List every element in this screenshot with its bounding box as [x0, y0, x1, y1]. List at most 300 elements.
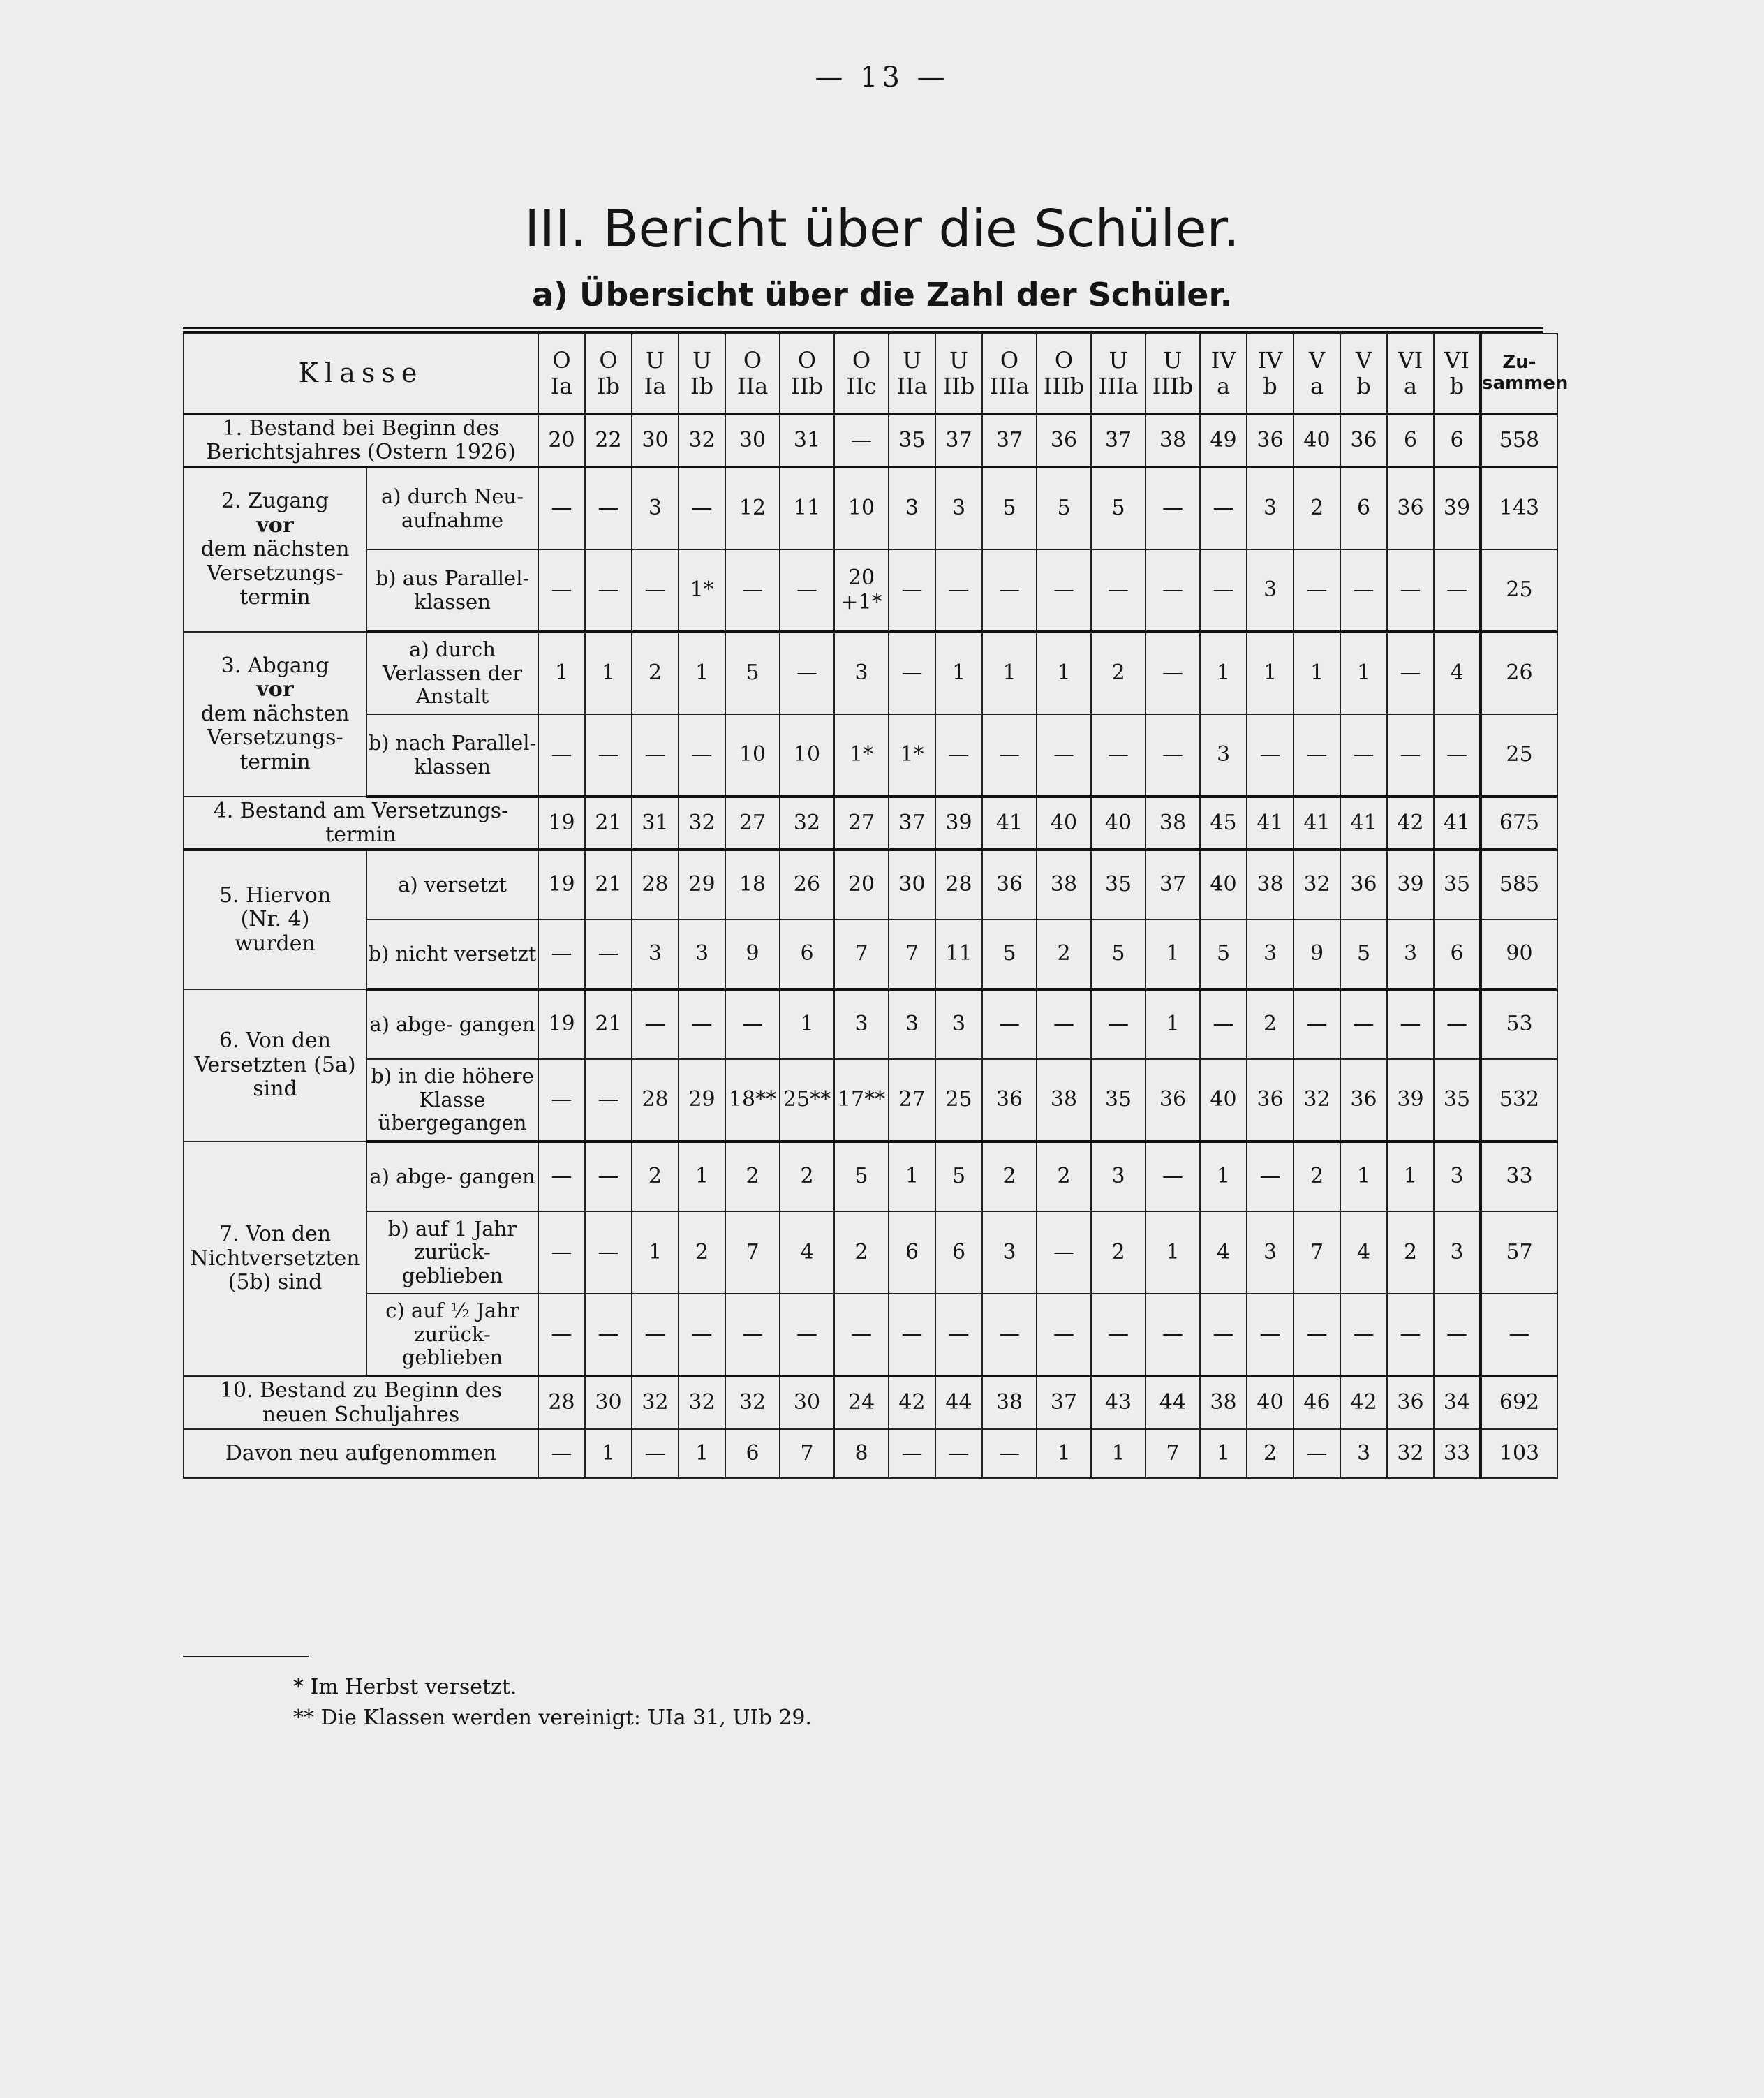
value-cell: —: [1091, 1294, 1146, 1376]
value-cell: 2: [1247, 1429, 1294, 1478]
value-cell: 41: [1434, 797, 1481, 850]
value-cell: 2: [1037, 1142, 1091, 1211]
class-column-header: [538, 334, 585, 414]
class-header-top: U: [1163, 347, 1183, 374]
value-cell: —: [889, 1294, 935, 1376]
value-cell: 3: [632, 467, 679, 549]
value-cell: 38: [1146, 797, 1200, 850]
value-cell: 30: [632, 414, 679, 467]
value-cell: 45: [1200, 797, 1247, 850]
value-cell: —: [935, 1294, 982, 1376]
value-cell: 20 +1*: [834, 549, 889, 632]
class-header-top: O: [852, 347, 871, 374]
row-label-nichtversetzte: [184, 1142, 366, 1376]
value-cell: 28: [935, 850, 982, 919]
value-cell: 44: [1146, 1376, 1200, 1429]
value-cell: 2: [982, 1142, 1037, 1211]
value-cell: —: [1146, 467, 1200, 549]
value-cell: 32: [1294, 850, 1340, 919]
value-cell: 19: [538, 850, 585, 919]
value-cell: —: [889, 632, 935, 714]
value-cell: 18**: [725, 1059, 780, 1142]
total-cell: —: [1481, 1294, 1557, 1376]
student-statistics-table: [183, 333, 1569, 1479]
value-cell: —: [1091, 714, 1146, 797]
value-cell: 1: [1091, 1429, 1146, 1478]
class-column-header: [725, 334, 780, 414]
value-cell: —: [679, 1294, 725, 1376]
value-cell: —: [1146, 1294, 1200, 1376]
value-cell: 3: [632, 919, 679, 989]
value-cell: 37: [982, 414, 1037, 467]
value-cell: 1*: [889, 714, 935, 797]
group-label-line: Versetzungs-: [207, 561, 343, 586]
value-cell: —: [1294, 1429, 1340, 1478]
value-cell: 1: [1247, 632, 1294, 714]
footnote-rule: [183, 1656, 309, 1657]
total-cell: 532: [1481, 1059, 1557, 1142]
value-cell: —: [1091, 989, 1146, 1059]
value-cell: 21: [585, 797, 632, 850]
value-cell: 7: [1146, 1429, 1200, 1478]
value-cell: —: [585, 919, 632, 989]
value-cell: —: [585, 714, 632, 797]
class-header-bottom: a: [1403, 373, 1418, 399]
value-cell: —: [1146, 632, 1200, 714]
value-cell: 24: [834, 1376, 889, 1429]
value-cell: —: [1247, 1142, 1294, 1211]
value-cell: —: [1200, 467, 1247, 549]
value-cell: —: [1146, 549, 1200, 632]
value-cell: —: [1434, 989, 1481, 1059]
row-label-bestand-beginn: 1. Bestand bei Beginn des Berichtsjahres (Ostern 1926): [184, 414, 538, 467]
value-cell: —: [725, 1294, 780, 1376]
value-cell: 41: [982, 797, 1037, 850]
value-cell: —: [585, 1142, 632, 1211]
class-header-top: U: [646, 347, 665, 374]
sub-label: a) abge- gangen: [366, 1142, 538, 1211]
class-header-bottom: a: [1216, 373, 1231, 399]
value-cell: —: [1340, 989, 1387, 1059]
total-cell: 33: [1481, 1142, 1557, 1211]
value-cell: 5: [982, 919, 1037, 989]
value-cell: 2: [1387, 1211, 1434, 1294]
value-cell: 25: [935, 1059, 982, 1142]
value-cell: 21: [585, 850, 632, 919]
value-cell: 36: [1340, 414, 1387, 467]
value-cell: 30: [725, 414, 780, 467]
footnote-vereinigt: ** Die Klassen werden vereinigt: UIa 31, UIb 29.: [293, 1705, 812, 1730]
value-cell: 1: [1146, 919, 1200, 989]
value-cell: —: [632, 714, 679, 797]
value-cell: 2: [834, 1211, 889, 1294]
value-cell: 2: [780, 1142, 834, 1211]
value-cell: 37: [1037, 1376, 1091, 1429]
table-header-row: [184, 334, 1557, 414]
group-label-line: vor: [256, 677, 294, 702]
value-cell: 38: [1037, 1059, 1091, 1142]
value-cell: 41: [1247, 797, 1294, 850]
value-cell: 1: [1037, 632, 1091, 714]
table-row: [184, 632, 1557, 714]
value-cell: 22: [585, 414, 632, 467]
value-cell: 4: [780, 1211, 834, 1294]
value-cell: 5: [1200, 919, 1247, 989]
value-cell: 1: [1200, 632, 1247, 714]
class-header-bottom: Ib: [690, 373, 714, 399]
class-header-bottom: Ia: [550, 373, 573, 399]
value-cell: —: [632, 989, 679, 1059]
value-cell: 28: [538, 1376, 585, 1429]
value-cell: 2: [679, 1211, 725, 1294]
class-header-bottom: IIa: [736, 373, 769, 399]
value-cell: —: [1294, 714, 1340, 797]
class-column-header: [1294, 334, 1340, 414]
value-cell: —: [780, 632, 834, 714]
value-cell: 36: [1247, 1059, 1294, 1142]
value-cell: 9: [1294, 919, 1340, 989]
value-cell: —: [679, 989, 725, 1059]
value-cell: 1: [1146, 989, 1200, 1059]
total-cell: 57: [1481, 1211, 1557, 1294]
value-cell: 20: [538, 414, 585, 467]
value-cell: 3: [889, 989, 935, 1059]
value-cell: 6: [725, 1429, 780, 1478]
value-cell: 36: [1247, 414, 1294, 467]
value-cell: —: [585, 1294, 632, 1376]
value-cell: —: [538, 714, 585, 797]
value-cell: 31: [780, 414, 834, 467]
class-column-header: [679, 334, 725, 414]
value-cell: 36: [1037, 414, 1091, 467]
total-cell: 103: [1481, 1429, 1557, 1478]
page-title: III. Bericht über die Schüler.: [524, 199, 1240, 259]
sub-label: a) durch Neu- aufnahme: [366, 467, 538, 549]
group-label-line: wurden: [235, 931, 316, 956]
value-cell: —: [1037, 989, 1091, 1059]
value-cell: —: [632, 1429, 679, 1478]
table-row: [184, 1376, 1557, 1429]
value-cell: 40: [1200, 1059, 1247, 1142]
value-cell: 34: [1434, 1376, 1481, 1429]
value-cell: 38: [982, 1376, 1037, 1429]
value-cell: 39: [935, 797, 982, 850]
value-cell: 2: [1294, 1142, 1340, 1211]
value-cell: 2: [632, 632, 679, 714]
class-column-header: [1200, 334, 1247, 414]
value-cell: 29: [679, 1059, 725, 1142]
value-cell: 1: [982, 632, 1037, 714]
value-cell: 2: [1247, 989, 1294, 1059]
value-cell: —: [1387, 1294, 1434, 1376]
value-cell: —: [1340, 1294, 1387, 1376]
class-column-header: [889, 334, 935, 414]
value-cell: 3: [1340, 1429, 1387, 1478]
value-cell: —: [780, 549, 834, 632]
value-cell: 38: [1037, 850, 1091, 919]
section-subtitle: a) Übersicht über die Zahl der Schüler.: [531, 276, 1233, 313]
value-cell: 5: [982, 467, 1037, 549]
value-cell: —: [1200, 549, 1247, 632]
table-row: [184, 797, 1557, 850]
class-header-top: O: [797, 347, 817, 374]
value-cell: 10: [725, 714, 780, 797]
value-cell: 36: [1146, 1059, 1200, 1142]
sub-label: a) abge- gangen: [366, 989, 538, 1059]
value-cell: 3: [1091, 1142, 1146, 1211]
sub-label: c) auf ½ Jahr zurück- geblieben: [366, 1294, 538, 1376]
value-cell: —: [585, 1211, 632, 1294]
value-cell: 39: [1434, 467, 1481, 549]
class-column-header: [1091, 334, 1146, 414]
value-cell: 3: [982, 1211, 1037, 1294]
row-label-neu-aufgenommen: Davon neu aufgenommen: [184, 1429, 538, 1478]
value-cell: 3: [935, 989, 982, 1059]
value-cell: 11: [935, 919, 982, 989]
class-column-header: [585, 334, 632, 414]
value-cell: —: [538, 1211, 585, 1294]
value-cell: 17**: [834, 1059, 889, 1142]
table-row: [184, 714, 1557, 797]
value-cell: 27: [889, 1059, 935, 1142]
value-cell: 11: [780, 467, 834, 549]
value-cell: 6: [889, 1211, 935, 1294]
value-cell: 1: [1037, 1429, 1091, 1478]
value-cell: 3: [834, 989, 889, 1059]
value-cell: —: [538, 1429, 585, 1478]
value-cell: 37: [889, 797, 935, 850]
value-cell: 2: [725, 1142, 780, 1211]
value-cell: 2: [1091, 632, 1146, 714]
value-cell: —: [585, 1059, 632, 1142]
value-cell: 31: [632, 797, 679, 850]
value-cell: 5: [1340, 919, 1387, 989]
group-label-line: 2. Zugang: [221, 489, 329, 514]
sub-label: b) nach Parallel- klassen: [366, 714, 538, 797]
total-cell: 585: [1481, 850, 1557, 919]
value-cell: 1: [1340, 1142, 1387, 1211]
class-header-top: V: [1355, 347, 1372, 374]
value-cell: 21: [585, 989, 632, 1059]
value-cell: —: [585, 467, 632, 549]
value-cell: —: [538, 919, 585, 989]
value-cell: 5: [935, 1142, 982, 1211]
table-row: [184, 850, 1557, 919]
value-cell: 1: [1146, 1211, 1200, 1294]
total-cell: 558: [1481, 414, 1557, 467]
value-cell: —: [725, 989, 780, 1059]
class-column-header: [1340, 334, 1387, 414]
footnotes: [293, 1672, 812, 1733]
value-cell: 7: [889, 919, 935, 989]
value-cell: 42: [889, 1376, 935, 1429]
klasse-header: Klasse: [184, 334, 538, 414]
value-cell: 7: [834, 919, 889, 989]
value-cell: 26: [780, 850, 834, 919]
sub-label: a) durch Verlassen der Anstalt: [366, 632, 538, 714]
sub-label: b) auf 1 Jahr zurück- geblieben: [366, 1211, 538, 1294]
group-label-line: dem nächsten: [200, 537, 350, 562]
class-column-header: [780, 334, 834, 414]
value-cell: —: [1200, 1294, 1247, 1376]
class-header-top: O: [599, 347, 618, 374]
class-header-bottom: IIIa: [989, 373, 1030, 399]
total-cell: 692: [1481, 1376, 1557, 1429]
value-cell: 12: [725, 467, 780, 549]
value-cell: 32: [780, 797, 834, 850]
class-header-top: VI: [1398, 347, 1423, 374]
class-column-header: [935, 334, 982, 414]
row-label-versetzte: [184, 989, 366, 1142]
value-cell: —: [538, 1142, 585, 1211]
class-header-top: O: [1054, 347, 1074, 374]
value-cell: 37: [1146, 850, 1200, 919]
table-row: [184, 1142, 1557, 1211]
value-cell: 1: [632, 1211, 679, 1294]
value-cell: 1: [1200, 1429, 1247, 1478]
sub-label: b) aus Parallel- klassen: [366, 549, 538, 632]
value-cell: 5: [834, 1142, 889, 1211]
value-cell: 38: [1247, 850, 1294, 919]
value-cell: 32: [1387, 1429, 1434, 1478]
value-cell: 1: [538, 632, 585, 714]
value-cell: 6: [780, 919, 834, 989]
value-cell: —: [1247, 1294, 1294, 1376]
group-label-line: 6. Von den: [218, 1028, 332, 1054]
class-header-top: O: [1000, 347, 1019, 374]
value-cell: 38: [1200, 1376, 1247, 1429]
value-cell: —: [935, 549, 982, 632]
sub-label: b) nicht versetzt: [366, 919, 538, 989]
total-cell: 675: [1481, 797, 1557, 850]
value-cell: —: [632, 1294, 679, 1376]
group-label-line: 7. Von den: [218, 1222, 332, 1247]
class-header-bottom: b: [1263, 373, 1277, 399]
value-cell: 19: [538, 989, 585, 1059]
class-header-top: V: [1308, 347, 1326, 374]
value-cell: 40: [1247, 1376, 1294, 1429]
class-header-bottom: IIIb: [1043, 373, 1085, 399]
value-cell: —: [725, 549, 780, 632]
total-cell: 53: [1481, 989, 1557, 1059]
class-header-bottom: Ib: [596, 373, 621, 399]
value-cell: 30: [780, 1376, 834, 1429]
value-cell: 38: [1146, 414, 1200, 467]
row-label-hiervon: [184, 850, 366, 989]
value-cell: 1: [935, 632, 982, 714]
value-cell: 6: [1340, 467, 1387, 549]
total-cell: 90: [1481, 919, 1557, 989]
value-cell: 40: [1294, 414, 1340, 467]
row-label-abgang: [184, 632, 366, 797]
class-column-header: [632, 334, 679, 414]
class-header-top: VI: [1444, 347, 1469, 374]
value-cell: 36: [1340, 850, 1387, 919]
total-cell: 25: [1481, 549, 1557, 632]
value-cell: 3: [889, 467, 935, 549]
value-cell: 36: [1387, 1376, 1434, 1429]
value-cell: —: [1340, 549, 1387, 632]
value-cell: 7: [725, 1211, 780, 1294]
total-column-header: [1481, 334, 1569, 414]
value-cell: 32: [1294, 1059, 1340, 1142]
class-column-header: [834, 334, 889, 414]
value-cell: 10: [780, 714, 834, 797]
class-header-top: U: [903, 347, 921, 374]
value-cell: —: [1146, 714, 1200, 797]
total-header-bottom: sammen: [1482, 373, 1569, 394]
value-cell: —: [538, 549, 585, 632]
value-cell: —: [889, 1429, 935, 1478]
group-label-line: dem nächsten: [200, 701, 350, 726]
group-label-line: vor: [256, 512, 294, 538]
group-label-line: Versetzten (5a): [194, 1052, 356, 1077]
class-column-header: [1146, 334, 1200, 414]
value-cell: 6: [1387, 414, 1434, 467]
value-cell: 18: [725, 850, 780, 919]
value-cell: 1: [1294, 632, 1340, 714]
class-header-top: IV: [1257, 347, 1283, 374]
value-cell: 1*: [679, 549, 725, 632]
class-header-bottom: IIb: [791, 373, 823, 399]
value-cell: 3: [834, 632, 889, 714]
total-header-top: Zu-: [1502, 352, 1536, 374]
class-header-bottom: IIIa: [1098, 373, 1139, 399]
value-cell: 46: [1294, 1376, 1340, 1429]
value-cell: 36: [1340, 1059, 1387, 1142]
class-column-header: [982, 334, 1037, 414]
value-cell: —: [1434, 1294, 1481, 1376]
value-cell: —: [585, 549, 632, 632]
value-cell: 3: [935, 467, 982, 549]
value-cell: 6: [1434, 919, 1481, 989]
class-column-header: [1037, 334, 1091, 414]
value-cell: —: [1037, 549, 1091, 632]
value-cell: 4: [1340, 1211, 1387, 1294]
value-cell: 3: [679, 919, 725, 989]
footnote-herbst: * Im Herbst versetzt.: [293, 1675, 517, 1699]
value-cell: —: [982, 1429, 1037, 1478]
value-cell: —: [1037, 1294, 1091, 1376]
value-cell: 43: [1091, 1376, 1146, 1429]
value-cell: —: [982, 714, 1037, 797]
value-cell: —: [1294, 1294, 1340, 1376]
class-header-top: U: [1109, 347, 1128, 374]
value-cell: 9: [725, 919, 780, 989]
value-cell: —: [679, 467, 725, 549]
value-cell: 1: [679, 1429, 725, 1478]
value-cell: 49: [1200, 414, 1247, 467]
class-header-bottom: a: [1310, 373, 1324, 399]
class-header-bottom: IIc: [846, 373, 877, 399]
group-label-line: (Nr. 4): [240, 907, 310, 932]
value-cell: 36: [982, 850, 1037, 919]
class-header-bottom: IIa: [896, 373, 928, 399]
value-cell: —: [889, 549, 935, 632]
value-cell: 33: [1434, 1429, 1481, 1478]
value-cell: 5: [1091, 467, 1146, 549]
value-cell: 3: [1247, 467, 1294, 549]
value-cell: —: [1200, 989, 1247, 1059]
value-cell: 35: [1091, 850, 1146, 919]
value-cell: —: [834, 414, 889, 467]
total-cell: 143: [1481, 467, 1557, 549]
table-row: [184, 549, 1557, 632]
value-cell: 1: [780, 989, 834, 1059]
table-row: [184, 1429, 1557, 1478]
value-cell: 1: [585, 632, 632, 714]
group-label-line: 5. Hiervon: [218, 882, 332, 908]
